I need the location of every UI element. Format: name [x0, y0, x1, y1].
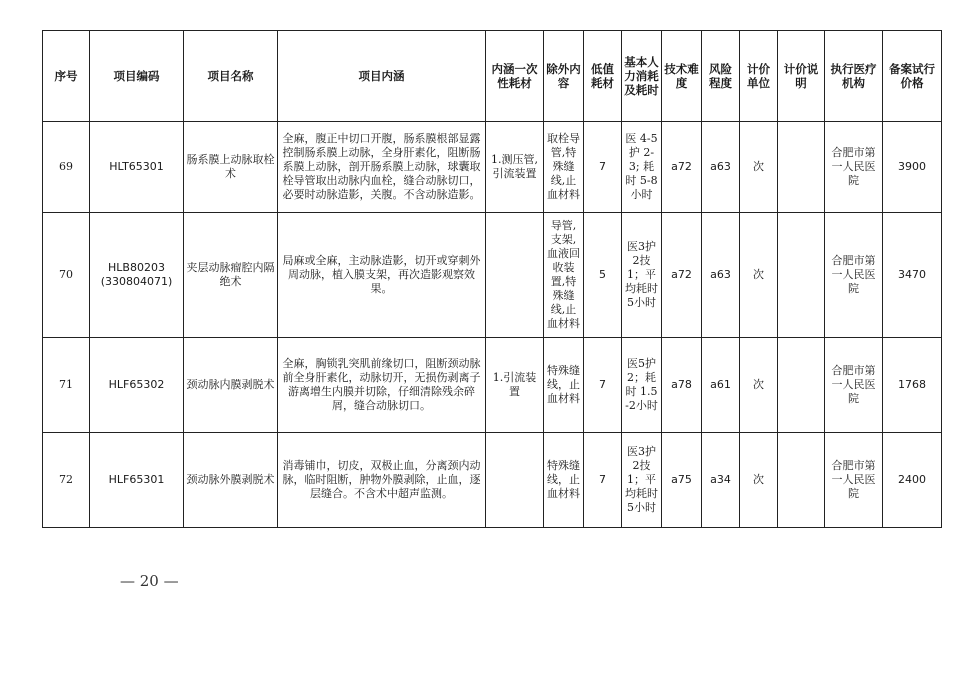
header-code: 项目编码	[90, 31, 184, 122]
page-number: — 20 —	[120, 572, 179, 590]
row-price: 3470	[883, 213, 942, 338]
row-note	[778, 338, 825, 433]
row-note	[778, 122, 825, 213]
row-consumable	[486, 213, 544, 338]
header-tech: 技术难度	[662, 31, 702, 122]
row-institution: 合肥市第一人民医院	[825, 433, 883, 528]
row-excluded: 导管,支架,血液回收装置,特殊缝线,止血材料	[544, 213, 584, 338]
row-institution: 合肥市第一人民医院	[825, 122, 883, 213]
row-consumable: 1.测压管,引流装置	[486, 122, 544, 213]
row-seq: 72	[43, 433, 90, 528]
row-risk: a63	[702, 122, 740, 213]
header-name: 项目名称	[184, 31, 278, 122]
row-code-cell	[90, 213, 184, 338]
row-seq: 71	[43, 338, 90, 433]
header-institution: 执行医疗机构	[825, 31, 883, 122]
header-content: 项目内涵	[278, 31, 486, 122]
table-header-row	[43, 31, 942, 122]
row-name: 颈动脉外膜剥脱术	[184, 433, 278, 528]
header-note: 计价说明	[778, 31, 825, 122]
row-consumable	[486, 433, 544, 528]
row-labor: 医3护2技1；平均耗时5小时	[622, 213, 662, 338]
row-low-value: 7	[584, 338, 622, 433]
row-unit: 次	[740, 213, 778, 338]
header-price: 备案试行价格	[883, 31, 942, 122]
table-row	[43, 122, 942, 213]
table-row	[43, 338, 942, 433]
row-excluded: 特殊缝线，止血材料	[544, 433, 584, 528]
row-price: 3900	[883, 122, 942, 213]
row-name: 夹层动脉瘤腔内隔绝术	[184, 213, 278, 338]
row-unit: 次	[740, 122, 778, 213]
row-code: HLT65301	[90, 122, 184, 213]
header-excluded: 除外内容	[544, 31, 584, 122]
row-consumable: 1.引流装置	[486, 338, 544, 433]
row-content: 全麻，腹正中切口开腹，肠系膜根部显露控制肠系膜上动脉，全身肝素化，阻断肠系膜上动脉，剖开肠系膜上动脉，球囊取栓导管取出动脉内血栓，缝合动脉切口，必要时动脉造影，关腹。不含动脉造影。	[278, 122, 486, 213]
row-excluded: 取栓导管,特殊缝线,止血材料	[544, 122, 584, 213]
row-code: HLB80203	[108, 261, 165, 274]
row-unit: 次	[740, 433, 778, 528]
row-labor: 医5护2；耗时 1.5-2小时	[622, 338, 662, 433]
row-tech: a72	[662, 122, 702, 213]
row-price: 2400	[883, 433, 942, 528]
table-row	[43, 433, 942, 528]
header-unit: 计价单位	[740, 31, 778, 122]
pricing-table	[42, 30, 942, 528]
row-tech: a75	[662, 433, 702, 528]
row-excluded: 特殊缝线，止血材料	[544, 338, 584, 433]
header-risk: 风险程度	[702, 31, 740, 122]
row-note	[778, 213, 825, 338]
header-labor: 基本人力消耗及耗时	[622, 31, 662, 122]
row-risk: a63	[702, 213, 740, 338]
row-risk: a34	[702, 433, 740, 528]
table-row	[43, 213, 942, 338]
row-risk: a61	[702, 338, 740, 433]
row-note	[778, 433, 825, 528]
row-code: HLF65302	[90, 338, 184, 433]
header-seq: 序号	[43, 31, 90, 122]
row-price: 1768	[883, 338, 942, 433]
row-content: 全麻，胸锁乳突肌前缘切口，阻断颈动脉前全身肝素化，动脉切开，无损伤剥离子游离增生内膜并切除，仔细清除残余碎屑，缝合动脉切口。	[278, 338, 486, 433]
row-labor: 医3护2技1；平均耗时5小时	[622, 433, 662, 528]
row-name: 颈动脉内膜剥脱术	[184, 338, 278, 433]
row-low-value: 7	[584, 122, 622, 213]
row-institution: 合肥市第一人民医院	[825, 338, 883, 433]
row-low-value: 7	[584, 433, 622, 528]
row-seq: 70	[43, 213, 90, 338]
row-tech: a78	[662, 338, 702, 433]
header-low-value: 低值耗材	[584, 31, 622, 122]
row-code: HLF65301	[90, 433, 184, 528]
header-consumable: 内涵一次性耗材	[486, 31, 544, 122]
row-seq: 69	[43, 122, 90, 213]
row-content: 消毒铺巾，切皮，双极止血，分离颈内动脉，临时阻断，肿物外膜剥除，止血，逐层缝合。不含术中超声监测。	[278, 433, 486, 528]
row-code-legacy: (330804071)	[100, 275, 173, 288]
row-name: 肠系膜上动脉取栓术	[184, 122, 278, 213]
row-low-value: 5	[584, 213, 622, 338]
row-institution: 合肥市第一人民医院	[825, 213, 883, 338]
row-content: 局麻或全麻，主动脉造影，切开或穿刺外周动脉，植入膜支架，再次造影观察效果。	[278, 213, 486, 338]
row-tech: a72	[662, 213, 702, 338]
row-labor: 医 4-5 护 2-3; 耗时 5-8 小时	[622, 122, 662, 213]
row-unit: 次	[740, 338, 778, 433]
